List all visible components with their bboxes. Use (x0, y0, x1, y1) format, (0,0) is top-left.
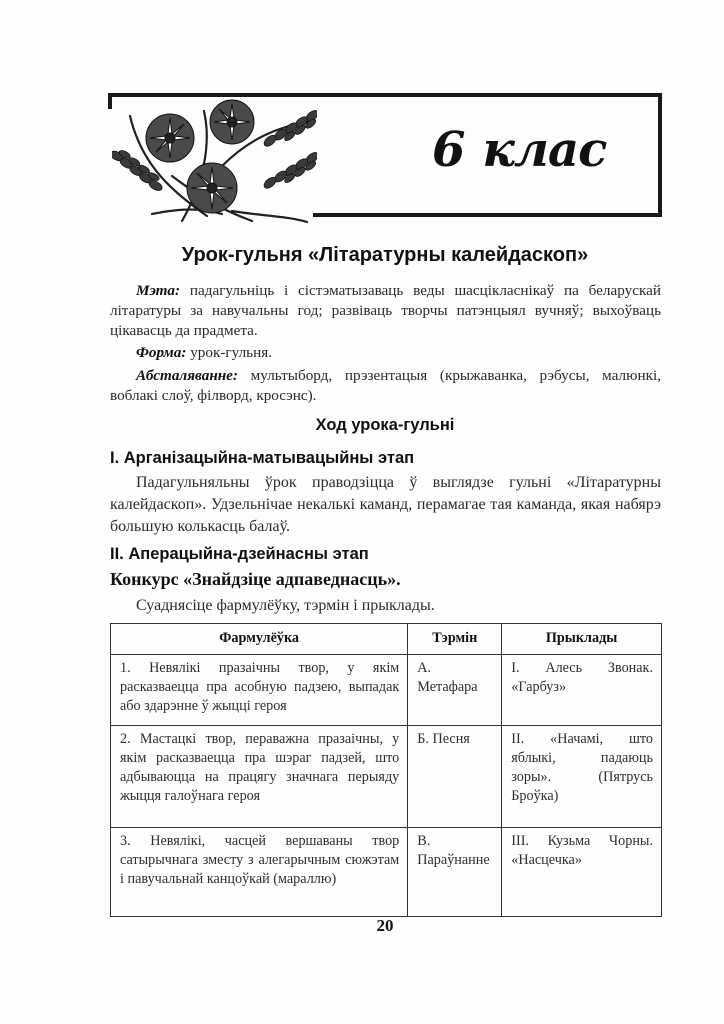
header-formulation: Фармулёўка (111, 624, 408, 655)
matching-table (110, 623, 662, 917)
term-cell: А. Метафара (408, 655, 502, 726)
formulation-cell: 2. Мастацкі твор, пераважна празаічны, у якім расказваецца пра шэраг падзей, што адбываюцца на працягу значнага перыяду жыцця галоўнага героя (111, 726, 408, 828)
term-cell: В. Параўнанне (408, 828, 502, 917)
instruction-text: Суаднясіце фармулёўку, тэрмін і прыклады. (136, 597, 435, 614)
stage-1-title: I. Арганізацыйна-матывацыйны этап (110, 449, 415, 467)
class-title (432, 122, 606, 178)
table-header-row (111, 624, 662, 655)
lesson-goal (110, 281, 661, 341)
header-frame-right (658, 93, 662, 217)
goal-text: падагульніць і сістэматызаваць веды шасцікласнікаў па беларускай літаратуры за навучальны год; развіваць творчы патэнцыял вучняў; выхоўваць цікавасць да прадмета. (110, 282, 661, 339)
formulation-cell: 1. Невялікі празаічны твор, у якім расказваецца пра асобную падзею, выпадак або здарэнне ў жыцці героя (111, 655, 408, 726)
lesson-title: Урок-гульня «Літаратурны калейдаскоп» (181, 244, 589, 266)
header-examples: Прыклады (502, 624, 662, 655)
table-row (111, 655, 662, 726)
contest-instruction (110, 595, 661, 617)
header-term: Тэрмін (408, 624, 502, 655)
formulation-cell: 3. Невялікі, часцей вершаваны твор сатырычнага зместу з алегарычным сюжэтам і павучальнай канцоўкай (мараллю) (111, 828, 408, 917)
stage-2-title: II. Аперацыйна-дзейнасны этап (110, 545, 369, 563)
form-label: Форма: (136, 344, 187, 361)
class-number: 6 (432, 122, 465, 178)
equipment-text: мультыборд, прэзентацыя (крыжаванка, рэбусы, малюнкі, воблакі слоў, філворд, кросэнс). (110, 367, 662, 404)
goal-label: Мэта: (136, 282, 181, 299)
example-cell: I. Алесь Звонак. «Гарбуз» (502, 655, 662, 726)
cornflower-wheat-ornament-icon (112, 96, 317, 236)
page-number: 20 (376, 916, 394, 935)
table-row (111, 726, 662, 828)
class-word: клас (482, 122, 607, 178)
stage-1-body: Падагульняльны ўрок праводзіцца ў выглядзе гульні «Літаратурны калейдаскоп». Удзельнічае некалькі каманд, перамагае тая каманда, якая набярэ большую колькасць балаў. (110, 474, 661, 535)
table-row (111, 828, 662, 917)
course-heading: Ход урока-гульні (315, 416, 455, 434)
term-cell: Б. Песня (408, 726, 502, 828)
lesson-form (110, 343, 661, 363)
stage-1-text (110, 472, 661, 538)
example-cell: III. Кузьма Чорны. «Насцечка» (502, 828, 662, 917)
header-frame-bottom (313, 213, 662, 217)
form-text: урок-гульня. (190, 344, 272, 361)
lesson-equipment (110, 366, 661, 406)
contest-title: Конкурс «Знайдзіце адпаведнасць». (110, 569, 401, 589)
equipment-label: Абсталяванне: (136, 367, 238, 384)
example-cell: II. «Начамі, што яблыкі, падаюць зоры». (Пятрусь Броўка) (502, 726, 662, 828)
